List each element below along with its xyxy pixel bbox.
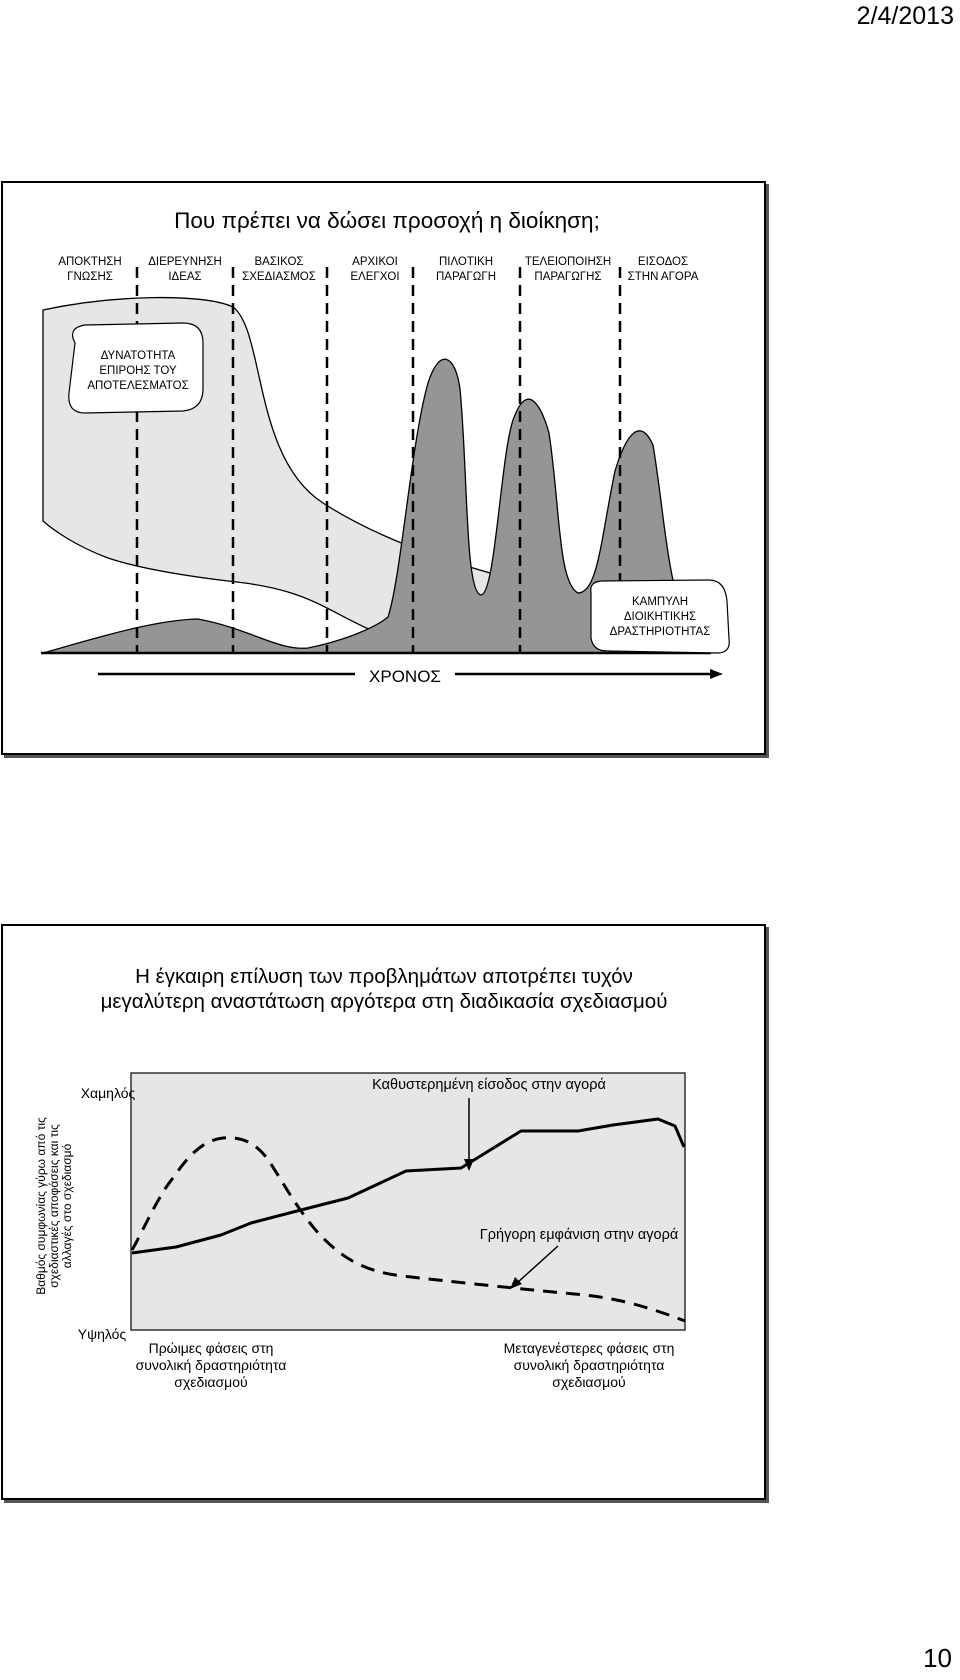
phase-label: ΑΡΧΙΚΟΙ [352,256,398,268]
slide1-title: Που πρέπει να δώσει προσοχή η διοίκηση; [174,208,600,233]
activity-label-line: ΔΡΑΣΤΗΡΙΟΤΗΤΑΣ [609,626,711,638]
influence-label-line: ΑΠΟΤΕΛΕΣΜΑΤΟΣ [87,380,189,392]
slide-early-resolution [1,924,766,1500]
phase-headers [58,256,698,283]
y-axis-bottom-label: Υψηλός [77,1326,127,1342]
influence-label [87,350,188,392]
y-axis-top-label: Χαμηλός [80,1085,136,1101]
phase-label: ΣΧΕΔΙΑΣΜΟΣ [242,271,316,283]
slide2-title-line2: μεγαλύτερη αναστάτωση αργότερα στη διαδικασία σχεδιασμού [100,990,668,1013]
phase-label: ΤΕΛΕΙΟΠΟΙΗΣΗ [524,256,612,268]
phase-label: ΒΑΣΙΚΟΣ [254,256,304,268]
slide1-diagram [3,183,764,753]
y-axis-title-line: Βαθμός συμφωνίας γύρω από τις [34,1117,48,1295]
page-number: 10 [923,1643,952,1673]
y-axis-title [34,1117,74,1295]
y-axis-title-line: σχεδιαστικές αποφάσεις και τις [47,1124,61,1288]
phase-label: ΔΙΕΡΕΥΝΗΣΗ [148,256,222,268]
phase-label: ΠΑΡΑΓΩΓΗΣ [534,271,602,283]
phase-label: ΠΙΛΟΤΙΚΗ [438,256,494,268]
slide2-title-line1: Η έγκαιρη επίλυση των προβλημάτων αποτρέπει τυχόν [135,965,633,988]
x-axis-right-line: σχεδιασμού [552,1374,626,1390]
annotation-fast-entry: Γρήγορη εμφάνιση στην αγορά [479,1227,679,1243]
phase-label: ΕΙΣΟΔΟΣ [637,256,689,268]
phase-label: ΣΤΗΝ ΑΓΟΡΑ [627,271,699,283]
time-axis-arrowhead [710,669,723,679]
influence-label-line: ΔΥΝΑΤΟΤΗΤΑ [100,350,176,362]
phase-label: ΠΑΡΑΓΩΓΗ [435,271,497,283]
x-axis-left-line: Πρώιμες φάσεις στη [148,1340,274,1356]
page-date: 2/4/2013 [856,2,954,30]
phase-label: ΑΠΟΚΤΗΣΗ [58,256,122,268]
x-axis-right-line: συνολική δραστηριότητα [513,1357,665,1373]
phase-label: ΙΔΕΑΣ [168,271,202,283]
plot-area [131,1073,685,1330]
x-axis-left-label [136,1340,287,1390]
slide2-diagram [3,926,764,1498]
y-axis-title-line: αλλαγές στο σχεδιασμό [60,1143,74,1269]
x-axis-left-line: σχεδιασμού [174,1374,248,1390]
x-axis-right-line: Μεταγενέστερες φάσεις στη [503,1340,675,1356]
phase-label: ΕΛΕΓΧΟΙ [350,271,400,283]
x-axis-left-line: συνολική δραστηριότητα [135,1357,287,1373]
annotation-delayed-entry: Καθυστερημένη είσοδος στην αγορά [372,1077,606,1093]
phase-label: ΓΝΩΣΗΣ [67,271,113,283]
activity-label-line: ΔΙΟΙΚΗΤΙΚΗΣ [623,611,697,623]
activity-label-line: ΚΑΜΠΥΛΗ [631,596,689,608]
time-axis-label: ΧΡΟΝΟΣ [369,667,441,686]
influence-label-line: ΕΠΙΡΟΗΣ ΤΟΥ [99,365,177,377]
slide-management-attention [1,181,766,755]
x-axis-right-label [504,1340,675,1390]
